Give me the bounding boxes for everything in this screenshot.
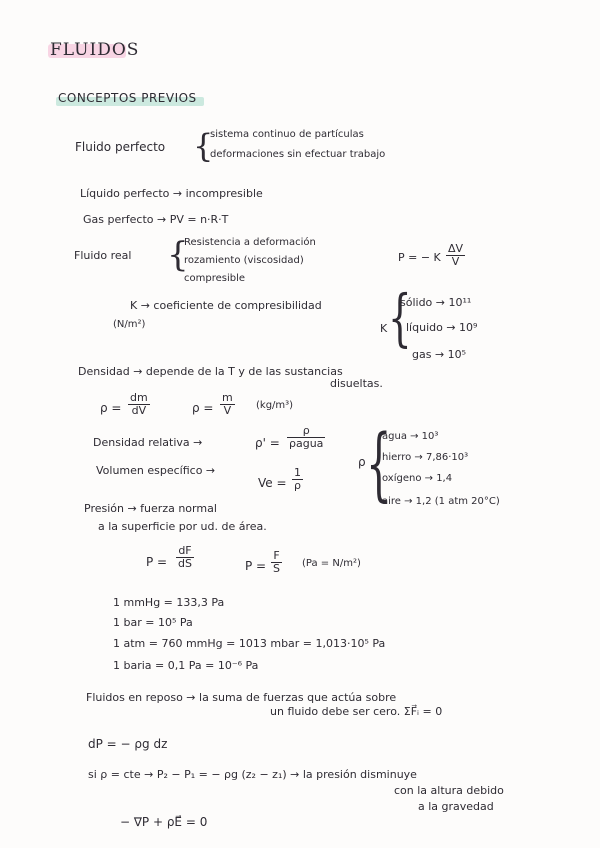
presion-fraction-2 xyxy=(271,550,282,574)
conversion-mmhg: 1 mmHg = 133,3 Pa xyxy=(113,596,225,609)
equation-dp: dP = − ρg dz xyxy=(88,737,168,751)
fraction-denominator: ρ xyxy=(294,478,301,492)
conversion-atm: 1 atm = 760 mmHg = 1013 mbar = 1,013·10⁵ Pa xyxy=(113,637,386,650)
fraction-numerator: ρ xyxy=(287,425,325,438)
densidad-units: (kg/m³) xyxy=(256,400,294,411)
fraction-denominator: dS xyxy=(178,556,192,570)
fluido-real-item-3: compresible xyxy=(184,273,246,284)
presion-formula-lhs: P = xyxy=(146,555,168,569)
fraction-denominator: V xyxy=(223,403,232,417)
reposo-line-2: un fluido debe ser cero. ΣF⃗ᵢ = 0 xyxy=(270,705,443,718)
volumen-especifico-label: Volumen específico → xyxy=(96,464,216,477)
fraction-denominator: S xyxy=(273,561,280,575)
brace-rho-values: { xyxy=(366,417,392,510)
k-value-gas: gas → 10⁵ xyxy=(412,348,467,361)
fraction-numerator: F xyxy=(271,550,282,563)
fluido-perfecto-item-2: deformaciones sin efectuar trabajo xyxy=(210,149,386,160)
k-value-solido: sólido → 10¹¹ xyxy=(400,296,472,309)
k-value-liquido: líquido → 10⁹ xyxy=(406,321,478,334)
k-letter: K xyxy=(380,322,388,335)
si-constante-line-2: con la altura debido xyxy=(394,784,504,797)
rho-value-aire: aire → 1,2 (1 atm 20°C) xyxy=(382,496,500,507)
fraction-numerator: 1 xyxy=(294,466,301,479)
rho-letter: ρ xyxy=(358,455,366,469)
presion-line-1: Presión → fuerza normal xyxy=(84,502,217,515)
fraction-numerator: dF xyxy=(176,545,194,558)
fraction-numerator: dm xyxy=(130,391,148,404)
brace-fluido-real: { xyxy=(167,235,189,275)
densidad-line-2: disueltas. xyxy=(330,377,383,390)
fraction-denominator: dV xyxy=(131,403,147,417)
densidad-relativa-lhs: ρ' = xyxy=(255,436,280,450)
fraction-denominator: ρagua xyxy=(289,436,324,450)
presion-fraction xyxy=(176,545,194,569)
k-definition: K → coeficiente de compresibilidad xyxy=(130,299,322,312)
equation-gradiente: − ∇P + ρE⃗ = 0 xyxy=(120,815,208,829)
compresibilidad-formula-lhs: P = − K xyxy=(398,251,441,264)
section-heading: CONCEPTOS PREVIOS xyxy=(58,91,197,105)
fraction-numerator: ΔV xyxy=(448,242,464,255)
volumen-especifico-lhs: Ve = xyxy=(258,476,287,490)
presion-units: (Pa = N/m²) xyxy=(302,558,361,569)
gas-perfecto: Gas perfecto → PV = n·R·T xyxy=(83,213,229,226)
presion-line-2: a la superficie por ud. de área. xyxy=(98,520,267,533)
liquido-perfecto: Líquido perfecto → incompresible xyxy=(80,187,263,200)
densidad-relativa-label: Densidad relativa → xyxy=(93,436,203,449)
fluido-perfecto-label: Fluido perfecto xyxy=(75,140,166,154)
densidad-fraction xyxy=(128,392,150,416)
brace-k-values: { xyxy=(388,281,412,354)
densidad-fraction-2 xyxy=(220,392,235,416)
volumen-especifico-fraction xyxy=(292,467,303,491)
brace-fluido-perfecto: { xyxy=(193,127,214,165)
conversion-bar: 1 bar = 10⁵ Pa xyxy=(113,616,193,629)
rho-value-agua: agua → 10³ xyxy=(382,431,439,442)
rho-value-hierro: hierro → 7,86·10³ xyxy=(382,452,469,463)
presion-formula2-lhs: P = xyxy=(245,559,267,573)
k-units: (N/m²) xyxy=(113,319,146,330)
fraction-denominator: V xyxy=(451,254,460,268)
fluido-real-label: Fluido real xyxy=(74,249,132,262)
rho-value-oxigeno: oxígeno → 1,4 xyxy=(382,473,453,484)
fluido-real-item-2: rozamiento (viscosidad) xyxy=(184,255,304,266)
fraction-numerator: m xyxy=(222,391,233,404)
densidad-line-1: Densidad → depende de la T y de las sustancias xyxy=(78,365,343,378)
conversion-baria: 1 baria = 0,1 Pa = 10⁻⁶ Pa xyxy=(113,659,259,672)
fluido-perfecto-item-1: sistema continuo de partículas xyxy=(210,129,364,140)
compresibilidad-fraction xyxy=(446,243,465,267)
si-constante-line-3: a la gravedad xyxy=(418,800,494,813)
fluido-real-item-1: Resistencia a deformación xyxy=(184,237,316,248)
page-title: FLUIDOS xyxy=(50,40,140,60)
densidad-formula-lhs: ρ = xyxy=(100,401,122,415)
reposo-line-1: Fluidos en reposo → la suma de fuerzas que actúa sobre xyxy=(86,691,397,704)
si-constante-line: si ρ = cte → P₂ − P₁ = − ρg (z₂ − z₁) → la presión disminuye xyxy=(88,768,417,781)
densidad-formula2-lhs: ρ = xyxy=(192,401,214,415)
densidad-relativa-fraction xyxy=(287,425,325,449)
